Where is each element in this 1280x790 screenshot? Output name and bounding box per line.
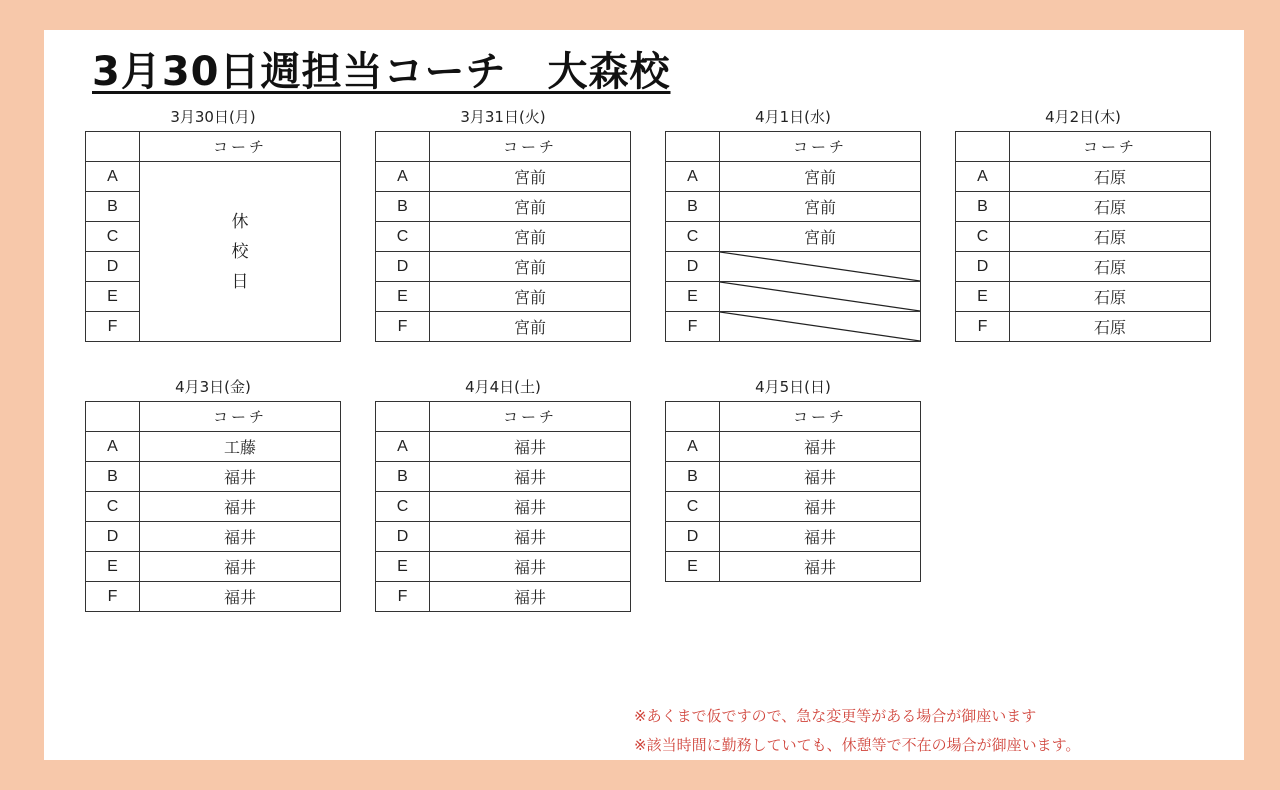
schedule-table [85,131,341,342]
slot-cell: F [956,312,1010,342]
table-row [376,312,631,342]
coach-cell: 福井 [140,462,341,492]
coach-cell: 福井 [720,552,921,582]
slot-header-cell [376,402,430,432]
table-header-row [86,402,341,432]
table-row [376,582,631,612]
day-date-label: 3月30日(月) [170,108,256,126]
coach-cell: 工藤 [140,432,341,462]
note-provisional: ※あくまで仮ですので、急な変更等がある場合が御座います [634,707,1037,725]
table-row [376,192,631,222]
schedule-table [375,131,631,342]
day-date-label: 4月1日(水) [755,108,831,126]
unassigned-cell [720,282,921,312]
slot-cell: F [666,312,720,342]
table-row [376,492,631,522]
coach-cell: 福井 [720,462,921,492]
slot-cell: E [376,282,430,312]
slot-cell: B [86,192,140,222]
unassigned-cell [720,312,921,342]
coach-cell: 福井 [720,522,921,552]
table-row [86,552,341,582]
coach-header-cell: コーチ [140,402,341,432]
table-row [666,312,921,342]
slot-cell: C [956,222,1010,252]
slot-cell: D [376,252,430,282]
table-row [666,492,921,522]
slot-cell: B [666,192,720,222]
slot-cell: F [376,582,430,612]
coach-cell: 宮前 [430,252,631,282]
slot-cell: F [86,312,140,342]
day-block [375,375,631,612]
table-row [86,432,341,462]
table-row [86,492,341,522]
schedule-table [955,131,1211,342]
coach-header-cell: コーチ [1010,132,1211,162]
coach-cell: 宮前 [720,162,921,192]
coach-cell: 福井 [430,432,631,462]
slot-cell: B [86,462,140,492]
coach-header-cell: コーチ [140,132,341,162]
schedule-table [665,401,921,582]
coach-header-cell: コーチ [430,402,631,432]
coach-cell: 石原 [1010,252,1211,282]
table-row [86,522,341,552]
day-date-label: 4月5日(日) [755,378,831,396]
coach-cell: 宮前 [430,162,631,192]
coach-cell: 宮前 [430,312,631,342]
day-block [85,375,341,612]
slot-cell: E [86,282,140,312]
page-title: 3月30日週担当コーチ 大森校 [92,49,671,95]
table-row [666,552,921,582]
slot-cell: B [376,462,430,492]
schedule-table [665,131,921,342]
strike-line [720,252,920,281]
table-row [376,282,631,312]
table-row [666,282,921,312]
table-header-row [86,132,341,162]
coach-cell: 宮前 [430,192,631,222]
slot-cell: F [86,582,140,612]
table-row [956,282,1211,312]
slot-header-cell [666,402,720,432]
slot-cell: A [956,162,1010,192]
table-row [956,222,1211,252]
slot-cell: A [86,162,140,192]
slot-cell: C [376,492,430,522]
slot-cell: C [666,222,720,252]
slot-cell: D [376,522,430,552]
table-row [666,252,921,282]
slot-cell: E [956,282,1010,312]
slot-cell: D [666,252,720,282]
table-row [376,162,631,192]
table-row [666,162,921,192]
table-row [666,432,921,462]
day-date-label: 4月3日(金) [175,378,251,396]
table-row [376,252,631,282]
table-row [666,522,921,552]
slot-cell: A [86,432,140,462]
coach-cell: 宮前 [430,282,631,312]
day-date-label: 3月31日(火) [460,108,546,126]
schedule-table [375,401,631,612]
table-header-row [376,132,631,162]
note-absence: ※該当時間に勤務していても、休憩等で不在の場合が御座います。 [634,736,1081,754]
table-row [86,462,341,492]
slot-cell: B [956,192,1010,222]
coach-header-cell: コーチ [720,402,921,432]
coach-cell: 福井 [430,552,631,582]
coach-cell: 石原 [1010,222,1211,252]
day-block [955,105,1211,342]
coach-cell: 宮前 [430,222,631,252]
slot-header-cell [956,132,1010,162]
day-block [375,105,631,342]
coach-cell: 福井 [140,492,341,522]
slot-cell: B [666,462,720,492]
slot-cell: A [376,432,430,462]
table-row [666,192,921,222]
closed-day-text: 休校日 [231,211,249,291]
day-block [665,105,921,342]
slot-cell: C [86,222,140,252]
slot-cell: A [376,162,430,192]
day-date-label: 4月2日(木) [1045,108,1121,126]
table-row [956,162,1211,192]
coach-cell: 宮前 [720,222,921,252]
table-row [376,522,631,552]
slot-cell: A [666,162,720,192]
coach-header-cell: コーチ [720,132,921,162]
table-row [666,222,921,252]
coach-cell: 福井 [140,552,341,582]
day-date-label: 4月4日(土) [465,378,541,396]
coach-cell: 福井 [140,522,341,552]
closed-day-cell [140,162,341,342]
day-block [665,375,921,582]
slot-cell: C [666,492,720,522]
table-header-row [376,402,631,432]
slot-cell: A [666,432,720,462]
slot-cell: D [956,252,1010,282]
slot-cell: B [376,192,430,222]
table-row [86,162,341,192]
table-row [376,222,631,252]
table-row [666,462,921,492]
schedule-table [85,401,341,612]
slot-cell: C [376,222,430,252]
slot-cell: E [666,282,720,312]
strike-line [720,282,920,311]
slot-cell: E [666,552,720,582]
coach-cell: 福井 [430,462,631,492]
table-header-row [666,132,921,162]
slot-cell: D [666,522,720,552]
coach-header-cell: コーチ [430,132,631,162]
strike-line [720,312,920,341]
table-header-row [666,402,921,432]
table-row [376,432,631,462]
table-row [376,552,631,582]
slot-cell: D [86,522,140,552]
unassigned-cell [720,252,921,282]
coach-cell: 福井 [140,582,341,612]
coach-cell: 福井 [720,432,921,462]
slot-cell: E [376,552,430,582]
day-block [85,105,341,342]
slot-header-cell [376,132,430,162]
slot-header-cell [666,132,720,162]
table-row [376,462,631,492]
coach-cell: 宮前 [720,192,921,222]
slot-cell: E [86,552,140,582]
slot-cell: D [86,252,140,282]
coach-cell: 福井 [430,522,631,552]
slot-header-cell [86,402,140,432]
coach-cell: 福井 [430,582,631,612]
coach-cell: 石原 [1010,162,1211,192]
table-row [86,582,341,612]
table-row [956,312,1211,342]
slot-cell: F [376,312,430,342]
coach-cell: 福井 [720,492,921,522]
slot-cell: C [86,492,140,522]
notes [634,702,1080,760]
coach-cell: 石原 [1010,282,1211,312]
coach-cell: 石原 [1010,192,1211,222]
table-row [956,252,1211,282]
table-row [956,192,1211,222]
slot-header-cell [86,132,140,162]
table-header-row [956,132,1211,162]
coach-cell: 石原 [1010,312,1211,342]
coach-cell: 福井 [430,492,631,522]
